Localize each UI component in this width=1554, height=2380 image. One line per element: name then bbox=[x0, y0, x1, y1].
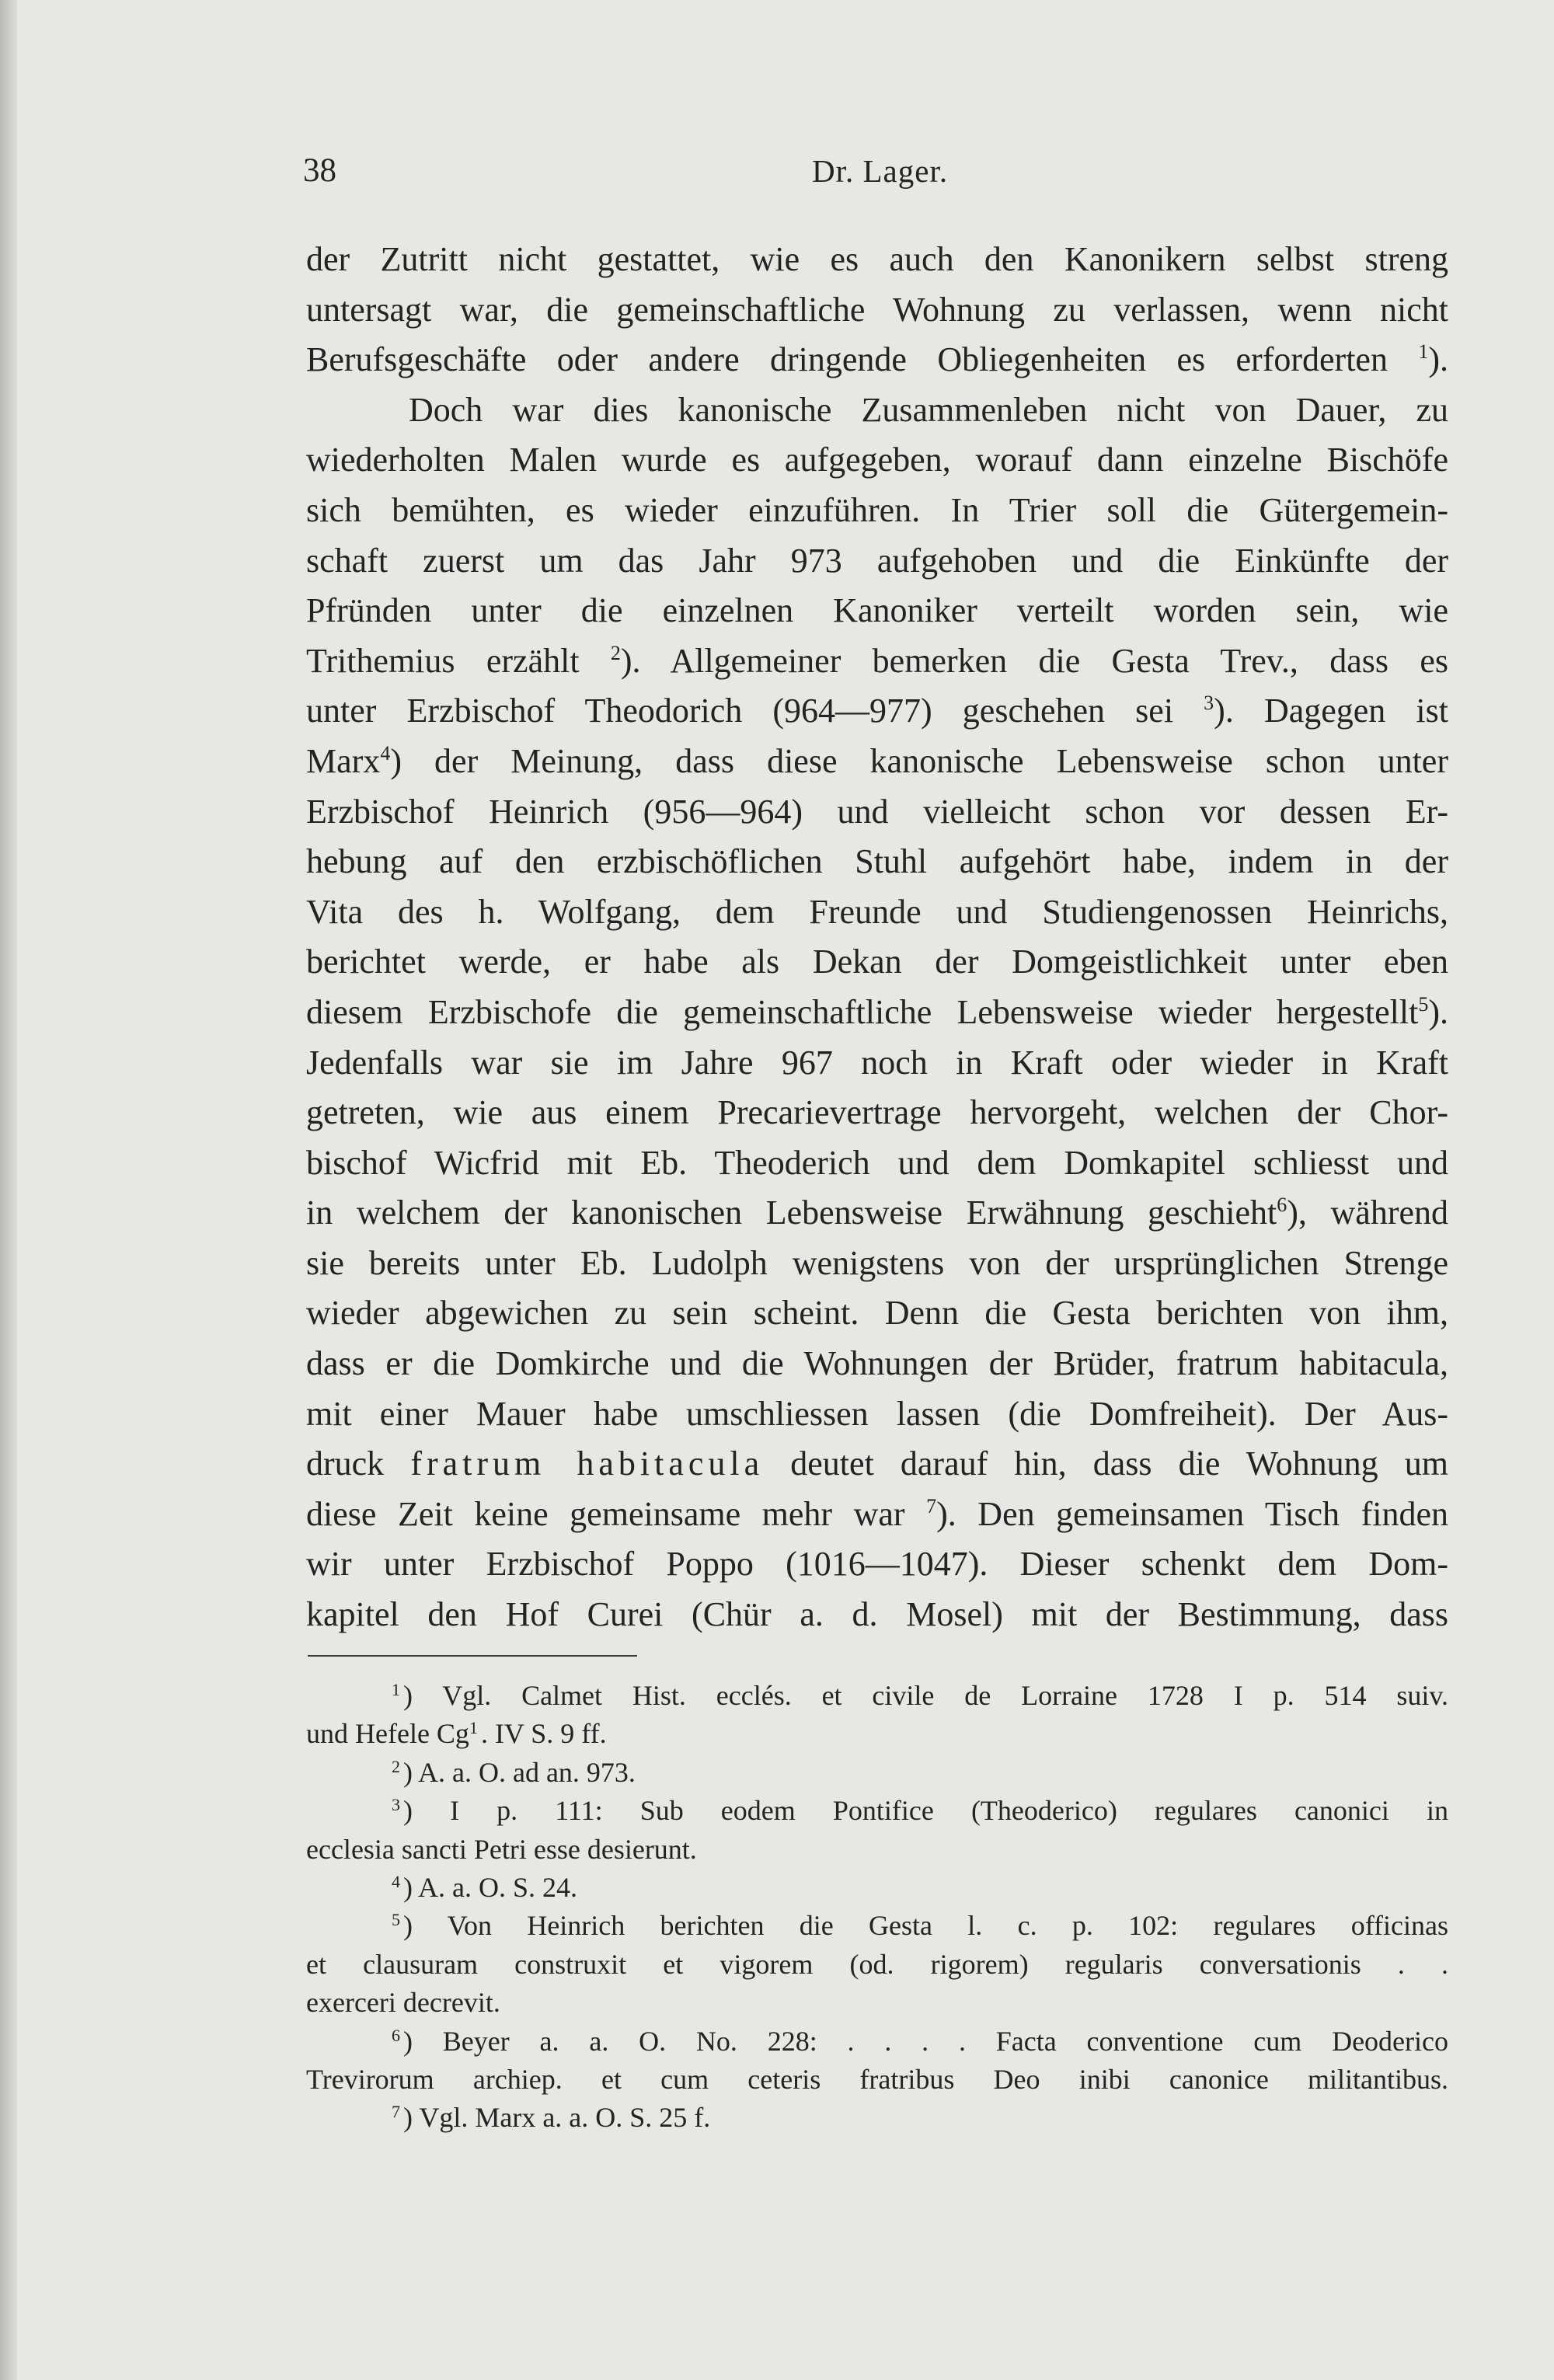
footnote-4: $^4$ ) A. a. O. S. 24. bbox=[392, 1871, 577, 1903]
text-line: diesem Erzbischofe die gemeinschaftliche Lebensweise wieder hergestellt$^5$). bbox=[306, 992, 1448, 1031]
text-line: Erzbischof Heinrich (956—964) und vielleicht schon vor dessen Er- bbox=[306, 792, 1448, 831]
footnote-1-cont: und Hefele Cg$^1$ . IV S. 9 ff. bbox=[306, 1718, 607, 1750]
text-line: Berufsgeschäfte oder andere dringende Obliegenheiten es erforderten $^1$). bbox=[306, 340, 1448, 379]
footnote-5-cont: et clausuram construxit et vigorem (od. rigorem) regularis conversationis . . bbox=[306, 1948, 1448, 1980]
text-line: der Zutritt nicht gestattet, wie es auch den Kanonikern selbst streng bbox=[306, 240, 1448, 278]
text-line: kapitel den Hof Curei (Chür a. d. Mosel) mit der Bestimmung, dass bbox=[306, 1595, 1448, 1634]
page-number: 38 bbox=[303, 152, 336, 189]
text-line: unter Erzbischof Theodorich (964—977) geschehen sei $^3$). Dagegen ist bbox=[306, 692, 1449, 730]
footnotes bbox=[306, 1677, 1448, 2138]
running-head: Dr. Lager. bbox=[812, 153, 949, 189]
footnote-rule bbox=[308, 1655, 637, 1657]
footnote-ref[interactable]: 2 bbox=[610, 641, 621, 664]
text-line: sich bemühten, es wieder einzuführen. In Trier soll die Gütergemein- bbox=[306, 490, 1448, 529]
footnote-ref[interactable]: 3 bbox=[1204, 692, 1214, 715]
text-line: getreten, wie aus einem Precarievertrage hervorgeht, welchen der Chor- bbox=[306, 1093, 1448, 1132]
text-line: wir unter Erzbischof Poppo (1016—1047). Dieser schenkt dem Dom- bbox=[306, 1545, 1448, 1584]
text-line: druck fratrum habitacula deutet darauf hin, dass die Wohnung um bbox=[306, 1444, 1449, 1483]
footnote-6-cont: Trevirorum archiep. et cum ceteris fratribus Deo inibi canonice militantibus. bbox=[306, 2063, 1448, 2095]
footnote-ref[interactable]: 5 bbox=[1418, 992, 1429, 1016]
text-line: wiederholten Malen wurde es aufgegeben, worauf dann einzelne Bischöfe bbox=[306, 441, 1448, 479]
text-line: wieder abgewichen zu sein scheint. Denn die Gesta berichten von ihm, bbox=[306, 1294, 1448, 1333]
text-line: Jedenfalls war sie im Jahre 967 noch in Kraft oder wieder in Kraft bbox=[306, 1043, 1448, 1082]
footnote-ref[interactable]: 4 bbox=[380, 741, 391, 765]
footnote-3: $^3$ ) I p. 111: Sub eodem Pontifice (Theoderico) regulares canonici in bbox=[392, 1795, 1448, 1827]
page-header bbox=[0, 148, 1554, 202]
footnote-5: $^5$ ) Von Heinrich berichten die Gesta l. c. p. 102: regulares officinas bbox=[392, 1910, 1448, 1942]
text-line: mit einer Mauer habe umschliessen lassen (die Domfreiheit). Der Aus- bbox=[306, 1394, 1448, 1433]
footnote-7: $^7$ ) Vgl. Marx a. a. O. S. 25 f. bbox=[392, 2102, 711, 2134]
footnote-6: $^6$ ) Beyer a. a. O. No. 228: . . . . Facta conventione cum Deoderico bbox=[392, 2025, 1448, 2057]
text-line: Doch war dies kanonische Zusammenleben nicht von Dauer, zu bbox=[409, 390, 1448, 429]
spaced-emphasis: fratrum habitacula bbox=[410, 1444, 765, 1483]
footnote-2: $^2$ ) A. a. O. ad an. 973. bbox=[392, 1756, 636, 1788]
footnote-1: $^1$ ) Vgl. Calmet Hist. ecclés. et civile de Lorraine 1728 I p. 514 suiv. bbox=[392, 1680, 1448, 1711]
footnote-3-cont: ecclesia sancti Petri esse desierunt. bbox=[306, 1833, 697, 1865]
footnote-ref[interactable]: 6 bbox=[1277, 1193, 1287, 1217]
main-text bbox=[306, 235, 1448, 1640]
text-line: dass er die Domkirche und die Wohnungen der Brüder, fratrum habitacula, bbox=[306, 1344, 1448, 1383]
footnote-ref[interactable]: 7 bbox=[926, 1494, 937, 1518]
text-line: untersagt war, die gemeinschaftliche Wohnung zu verlassen, wenn nicht bbox=[306, 290, 1448, 329]
footnote-5-cont: exerceri decrevit. bbox=[306, 1987, 500, 2019]
text-line: Trithemius erzählt $^2$). Allgemeiner bemerken die Gesta Trev., dass es bbox=[306, 641, 1449, 680]
text-line: sie bereits unter Eb. Ludolph wenigstens von der ursprünglichen Strenge bbox=[306, 1243, 1448, 1282]
text-line: in welchem der kanonischen Lebensweise Erwähnung geschieht$^6$), während bbox=[306, 1193, 1449, 1232]
text-line: Marx$^4$) der Meinung, dass diese kanonische Lebensweise schon unter bbox=[306, 741, 1448, 780]
text-line: hebung auf den erzbischöflichen Stuhl aufgehört habe, indem in der bbox=[306, 842, 1448, 881]
text-line: Vita des h. Wolfgang, dem Freunde und Studiengenossen Heinrichs, bbox=[306, 892, 1448, 931]
text-line: diese Zeit keine gemeinsame mehr war $^7$). Den gemeinsamen Tisch finden bbox=[306, 1494, 1448, 1533]
text-line: bischof Wicfrid mit Eb. Theoderich und dem Domkapitel schliesst und bbox=[306, 1143, 1448, 1182]
text-line: Pfründen unter die einzelnen Kanoniker verteilt worden sein, wie bbox=[306, 591, 1448, 630]
text-line: schaft zuerst um das Jahr 973 aufgehoben und die Einkünfte der bbox=[306, 541, 1448, 580]
text-line: berichtet werde, er habe als Dekan der Domgeistlichkeit unter eben bbox=[306, 943, 1448, 981]
footnote-ref[interactable]: 1 bbox=[1418, 340, 1429, 364]
